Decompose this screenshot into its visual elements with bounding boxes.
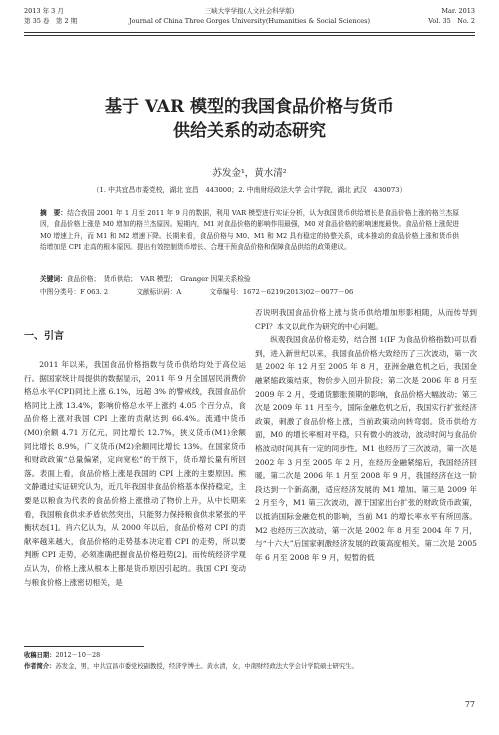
document-code: 文献标识码：A (136, 288, 182, 296)
title-line-1: 基于 VAR 模型的我国食品价格与货币 (104, 97, 395, 117)
header-volume: 第 35 卷 第 2 期 (24, 17, 78, 25)
page-number: 77 (464, 700, 475, 709)
header-journal-en: Journal of China Three Gorges University(Humanities & Social Sciences) (128, 17, 370, 25)
body-paragraph: 2011 年以来，我国食品价格指数与货币供给均处于高位运行。据国家统计局提供的数据显示，2011 年 9 月全国居民消费价格总水平(CPI)同比上涨 6.1%，远超 3% 的警戒线，我国食品价格同比上涨 13.4%，影响价格总水平上涨约 4.05 个百分点，食品价格上涨对我国 CPI 上涨的贡献达到 66.4%。流通中货币(M0)余额 4.71 万亿元，同比增长 12.7%，狭义货币(M1)余额同比增长 8.9%，广义货币(M2)余额同比增长 13%。在国家货币和财政政策“总量偏紧，定向宽松”的干预下，货币增长量有所回落。表面上看，食品价格上涨是我国的 CPI 上涨的主要原因。熊文静通过实证研究认为，近几年我国非食品价格基本保持稳定，主要是以粮食为代表的食品价格上涨推动了物价上升，从中长期来看，我国粮食供求矛盾依然突出，只能努力保持粮食供求紧张的平衡状态[1]。肖六亿认为，从 2000 年以后，食品价格对 CPI 的贡献率越来越大，食品价格的走势基本决定着 CPI 的走势，所以要判断 CPI 走势，必须准确把握食品价格趋势[2]。而传统经济学观点认为，价格上涨从根本上都是货币原因引起的。我国 CPI 变动与粮食价格上涨密切相关，是 (24, 360, 246, 587)
header-rule-thin (24, 35, 475, 36)
header-volume-en: Vol. 35 No. 2 (428, 17, 475, 25)
right-column (255, 306, 477, 564)
section-heading-intro: 一、引言 (24, 331, 64, 342)
clc-number: 中图分类号：F 063. 2 (40, 288, 109, 296)
bio-label: 作者简介： (24, 663, 56, 670)
received-value: 2012－10－28 (55, 652, 101, 659)
header-date-en: Mar. 2013 (441, 7, 475, 15)
body-paragraph: 否说明我国食品价格上涨与货币供给增加形影相随，从而传导到 CPI？本文以此作为研究的中心问题。 (255, 308, 477, 331)
author-list: 苏发金¹，黄水清² (212, 168, 287, 179)
keywords (40, 274, 459, 285)
body-paragraph: 纵观我国食品价格走势，结合图 1(IF 为食品价格指数)可以看到，进入新世纪以来，我国食品价格大致经历了三次波动，第一次是 2002 年 12 月至 2005 年 8 月，亚洲金融危机之后，我国金融紧缩政策结束，物价步入回升阶段；第二次是 2006 年 8 月至 2009 年 2 月，受通货膨胀预期的影响，食品价格大幅波动；第三次是 2009 年 11 月至今，国际金融危机之后，我国实行扩张经济政策，刺激了食品价格上涨，当前政策动向转弯弱。货币供给方面，M0 的增长率相对平稳，只有微小的波动，波动时间与食品价格波动时间具有一定的同步性。M1 也经历了三次波动，第一次是 2002 年 3 月至 2005 年 2 月，在经历金融紧缩后，我国经济回暖。第二次是 2006 年 1 月至 2008 年 9 月，我国经济在这一阶段达到一个新高潮，适应经济发展的 M1 增加。第三是 2009 年 2 月至今，M1 第三次波动，源于国家出台扩张的财政货币政策，以抵消国际金融危机的影响，当前 M1 的增长率水平有所回落。M2 也经历三次波动，第一次是 2002 年 8 月至 2004 年 7 月，与“十六大”后国家刺激经济发展的政策高度相关。第二次是 2005 年 6 月至 2008 年 9 月，短暂的低 (255, 335, 477, 562)
author-bio (24, 661, 475, 672)
affiliation: （1. 中共宜昌市委党校，湖北 宜昌 443000；2. 中南财经政法大学 会计学院，湖北 武汉 430073） (92, 186, 407, 194)
header-center (114, 6, 385, 26)
article-number: 文章编号：1672－6219(2013)02－0077－06 (209, 288, 354, 296)
header-right (428, 6, 475, 26)
abstract-label: 摘 要： (40, 209, 68, 217)
header-journal-cn: 三峡大学学报(人文社会科学版) (204, 7, 295, 15)
title-line-2: 供给关系的动态研究 (173, 121, 326, 141)
classification-line (40, 287, 459, 298)
abstract (40, 208, 459, 253)
bio-value: 苏发金，男，中共宜昌市委党校副教授，经济学博士。黄水清，女，中南财经政法大学会计学院硕士研究生。 (55, 663, 358, 670)
header-left (24, 6, 77, 26)
received-date (24, 650, 475, 661)
received-label: 收稿日期： (24, 652, 56, 659)
abstract-text: 结合我国 2001 年 1 月至 2011 年 9 月的数据，利用 VAR 模型进行实证分析，认为我国货币供给增长是食品价格上涨的格兰杰原因，食品价格上涨是 M0 增加的格兰杰原因。短期内，M1 对食品价格的影响作用最强，M0 对食品价格的影响速度最快。食品价格上涨促进 M0 增速上升，而 M1 和 M2 增速下降。长期来看，食品价格与 M0、M1 和 M2 具有稳定的协整关系，成本推动的食品价格上涨和货币供给增加是 CPI 走高的根本原因。提出有效控制货币增长、合理干预食品价格和保障食品供给的政策建议。 (40, 209, 460, 251)
header-date: 2013 年 3 月 (24, 7, 64, 15)
footnote (24, 650, 475, 672)
left-column (24, 320, 246, 589)
keywords-text: 食品价格； 货币供给； VAR 模型； Granger 因果关系检验 (66, 275, 251, 283)
footnote-rule (24, 646, 144, 647)
keywords-label: 关键词： (40, 275, 67, 283)
paper-title (30, 95, 469, 143)
header-rule-thick (24, 32, 475, 33)
